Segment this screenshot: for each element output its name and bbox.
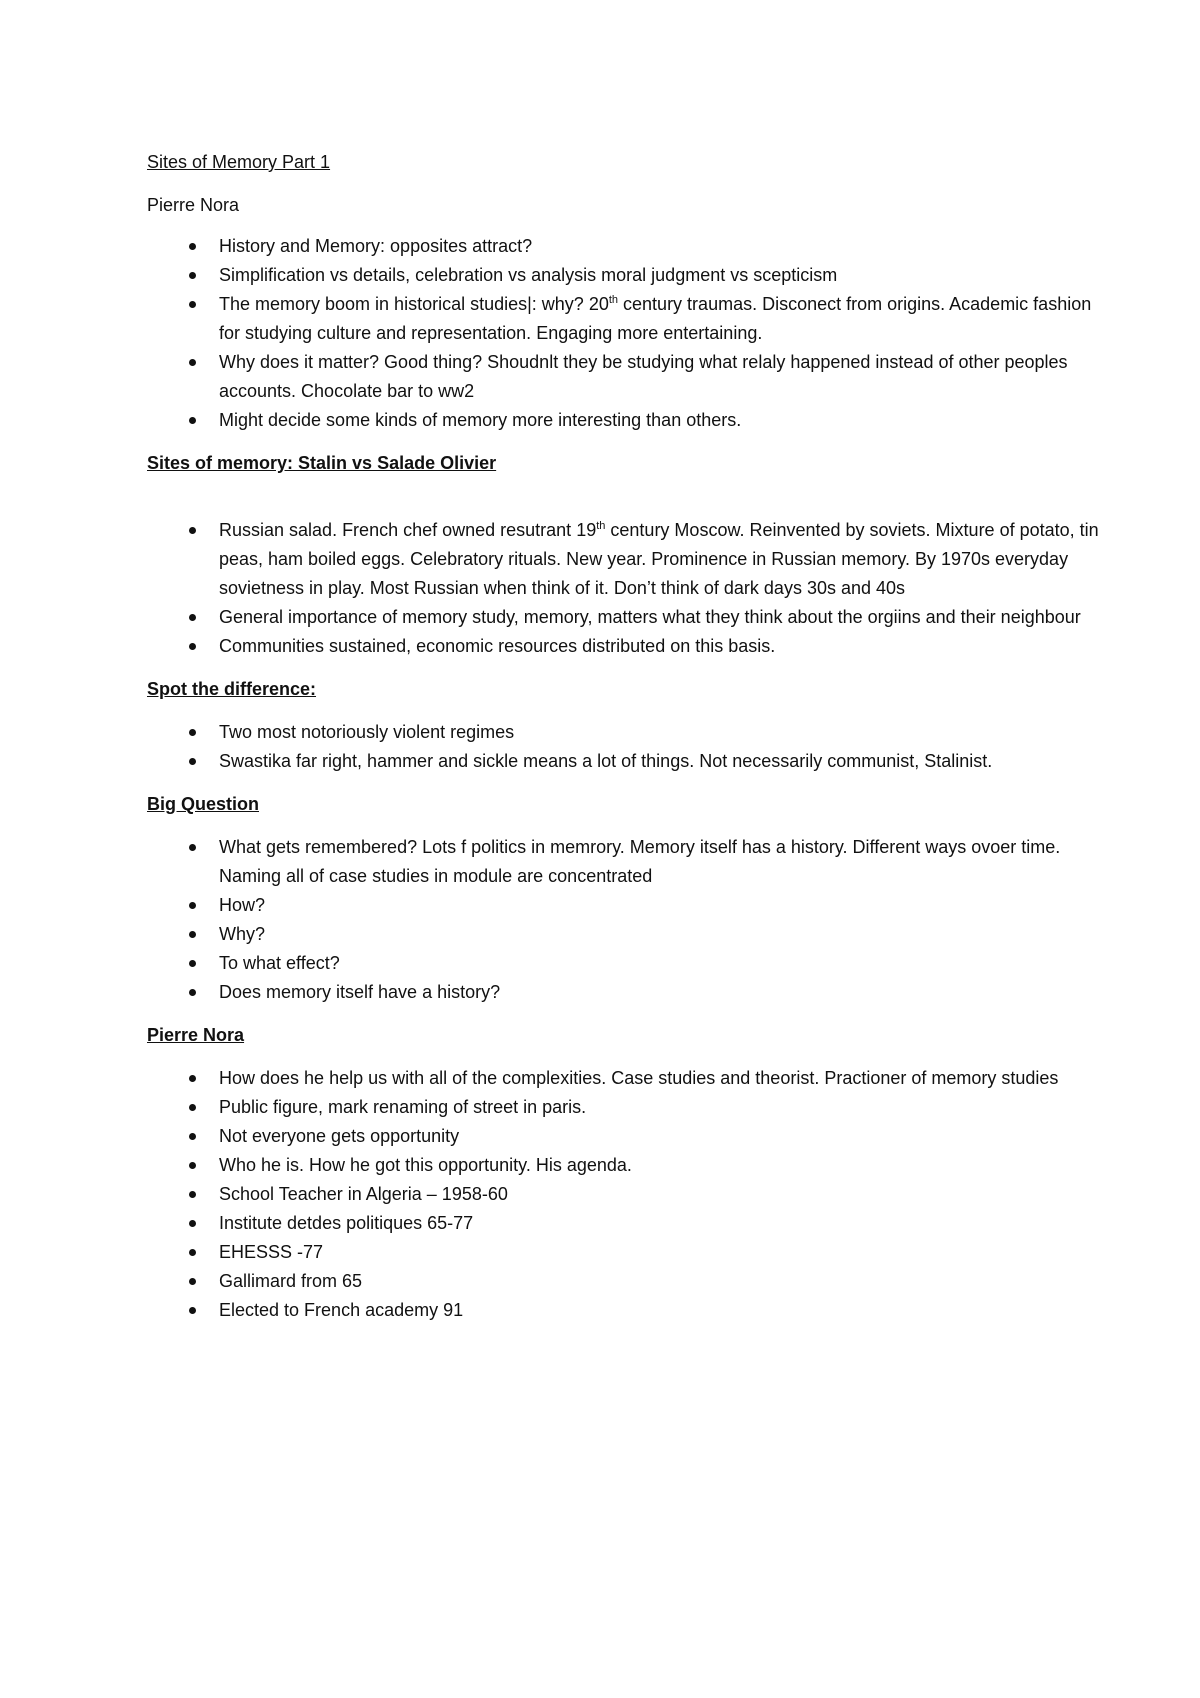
list-item: EHESSS -77 bbox=[147, 1238, 1107, 1267]
list-item: General importance of memory study, memory, matters what they think about the orgiins and their neighbour bbox=[147, 603, 1107, 632]
sites-of-memory-bullet-list bbox=[147, 516, 1107, 661]
list-item: How does he help us with all of the complexities. Case studies and theorist. Practioner of memory studies bbox=[147, 1064, 1107, 1093]
list-item: Might decide some kinds of memory more interesting than others. bbox=[147, 406, 1107, 435]
document-subtitle: Pierre Nora bbox=[147, 195, 240, 215]
intro-bullet-list bbox=[147, 232, 1107, 435]
list-item: Communities sustained, economic resources distributed on this basis. bbox=[147, 632, 1107, 661]
spot-the-difference-bullet-list bbox=[147, 718, 1107, 776]
list-item: Why does it matter? Good thing? Shoudnlt they be studying what relaly happened instead of other peoples accounts. Chocolate bar to ww2 bbox=[147, 348, 1107, 406]
list-item: Gallimard from 65 bbox=[147, 1267, 1107, 1296]
list-item: Institute detdes politiques 65-77 bbox=[147, 1209, 1107, 1238]
list-item: The memory boom in historical studies|: why? 20th century traumas. Disconect from origins. Academic fashion for studying culture and representation. Engaging more entertaining. bbox=[147, 290, 1107, 348]
list-item: Why? bbox=[147, 920, 1107, 949]
list-item: What gets remembered? Lots f politics in memrory. Memory itself has a history. Different ways ovoer time. Naming all of case studies in module are concentrated bbox=[147, 833, 1107, 891]
section-heading-pierre-nora: Pierre Nora bbox=[147, 1025, 245, 1045]
list-item: Simplification vs details, celebration vs analysis moral judgment vs scepticism bbox=[147, 261, 1107, 290]
list-item: To what effect? bbox=[147, 949, 1107, 978]
list-item: School Teacher in Algeria – 1958-60 bbox=[147, 1180, 1107, 1209]
document-page bbox=[147, 148, 1107, 1339]
list-item: Swastika far right, hammer and sickle means a lot of things. Not necessarily communist, Stalinist. bbox=[147, 747, 1107, 776]
section-heading-sites-of-memory: Sites of memory: Stalin vs Salade Olivier bbox=[147, 453, 497, 473]
list-item: Public figure, mark renaming of street in paris. bbox=[147, 1093, 1107, 1122]
list-item: Two most notoriously violent regimes bbox=[147, 718, 1107, 747]
pierre-nora-bullet-list bbox=[147, 1064, 1107, 1325]
list-item: Elected to French academy 91 bbox=[147, 1296, 1107, 1325]
list-item: History and Memory: opposites attract? bbox=[147, 232, 1107, 261]
list-item: How? bbox=[147, 891, 1107, 920]
list-item: Russian salad. French chef owned resutrant 19th century Moscow. Reinvented by soviets. Mixture of potato, tin peas, ham boiled eggs. Celebratory rituals. New year. Prominence in Russian memory. By 1970s everyday sovietness in play. Most Russian when think of it. Don’t think of dark days 30s and 40s bbox=[147, 516, 1107, 603]
section-heading-spot-the-difference: Spot the difference: bbox=[147, 679, 317, 699]
list-item: Not everyone gets opportunity bbox=[147, 1122, 1107, 1151]
list-item: Who he is. How he got this opportunity. His agenda. bbox=[147, 1151, 1107, 1180]
list-item: Does memory itself have a history? bbox=[147, 978, 1107, 1007]
big-question-bullet-list bbox=[147, 833, 1107, 1007]
document-title: Sites of Memory Part 1 bbox=[147, 152, 331, 172]
section-heading-big-question: Big Question bbox=[147, 794, 259, 814]
